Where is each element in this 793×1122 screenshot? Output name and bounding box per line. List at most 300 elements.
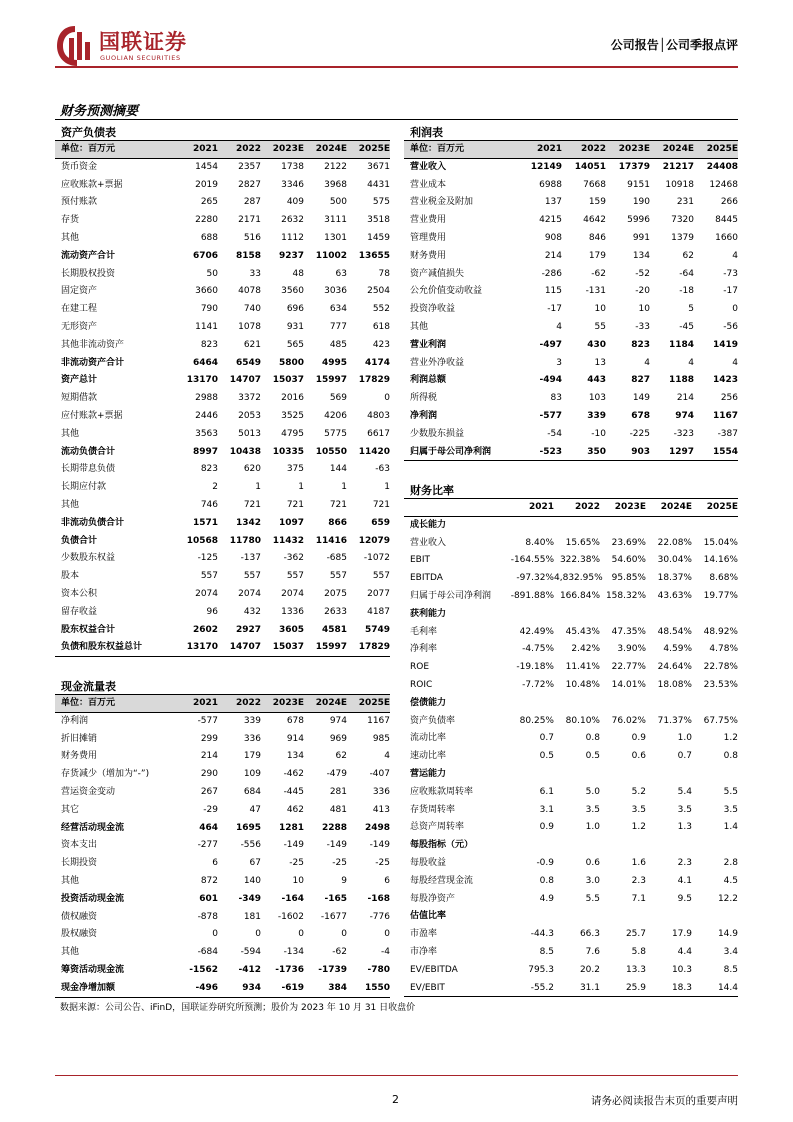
table-row: [55, 837, 390, 855]
table-row: [404, 570, 738, 588]
cell-value: 3660: [195, 286, 218, 297]
cell-value: 4795: [281, 428, 304, 439]
row-label: 其他: [61, 947, 80, 958]
table-row: [404, 212, 738, 230]
cell-value: 14.9: [717, 929, 738, 940]
cell-value: -4: [381, 947, 390, 958]
cell-value: -577: [539, 410, 562, 421]
cell-value: 684: [243, 786, 261, 797]
table-row: [55, 639, 390, 657]
cell-value: 0.8: [723, 751, 738, 762]
cell-value: 10: [594, 304, 606, 315]
cell-value: 974: [675, 410, 694, 421]
cell-value: 678: [286, 715, 304, 726]
cell-value: 96: [206, 606, 218, 617]
cell-value: 2504: [367, 286, 390, 297]
cell-value: 3968: [324, 179, 347, 190]
cell-value: 4206: [324, 410, 347, 421]
cell-value: 2633: [324, 606, 347, 617]
cell-value: 4: [732, 357, 738, 368]
table-row: [55, 372, 390, 390]
logo-cn-text: 国联证券: [99, 30, 187, 54]
cell-value: 25.7: [625, 929, 646, 940]
cell-value: -277: [197, 840, 218, 851]
table-row: [55, 444, 390, 462]
footer-disclaimer: 请务必阅读报告末页的重要声明: [591, 1095, 738, 1107]
cell-value: 721: [372, 499, 390, 510]
cell-value: 3525: [281, 410, 304, 421]
cell-value: -62: [591, 268, 606, 279]
table-row: [55, 319, 390, 337]
cell-value: -18: [679, 286, 694, 297]
cell-value: 846: [588, 232, 606, 243]
cell-value: 1.2: [631, 822, 646, 833]
cell-value: 974: [329, 715, 347, 726]
cell-value: 2023E: [272, 698, 304, 708]
cell-value: 688: [200, 232, 218, 243]
table-row: [404, 713, 738, 731]
row-label: 单位：百万元: [61, 698, 116, 708]
table-row: [55, 515, 390, 533]
row-label: 成长能力: [410, 519, 447, 530]
cell-value: 3.90%: [617, 644, 646, 655]
section-divider: [55, 119, 738, 120]
row-label: 货币资金: [61, 161, 98, 172]
row-label: 归属于母公司净利润: [410, 446, 492, 457]
cell-value: [646, 695, 692, 713]
row-label: 毛利率: [410, 626, 438, 637]
table-row: [404, 517, 738, 535]
row-label: 存货: [61, 215, 80, 226]
cell-value: 0.9: [631, 733, 646, 744]
cell-value: 557: [329, 571, 347, 582]
cell-value: 500: [329, 197, 347, 208]
cell-value: 137: [544, 197, 562, 208]
cell-value: [646, 517, 692, 535]
cell-value: 0.6: [631, 751, 646, 762]
logo-mark-icon: [55, 24, 95, 68]
table-row: [55, 731, 390, 749]
cell-value: 134: [632, 250, 650, 261]
cell-value: -387: [717, 428, 738, 439]
cell-value: 2077: [367, 588, 390, 599]
table-header-row: [55, 695, 390, 713]
row-label: 管理费用: [410, 232, 447, 243]
cell-value: 15037: [272, 375, 304, 386]
row-label: 长期应付款: [61, 482, 107, 493]
cell-value: 214: [200, 751, 218, 762]
table-row: [404, 337, 738, 355]
cell-value: 2357: [238, 161, 261, 172]
cell-value: 11.41%: [565, 662, 600, 673]
row-label: 营运资金变动: [61, 786, 116, 797]
cell-value: 14051: [574, 161, 606, 172]
cell-value: 78: [378, 268, 390, 279]
cell-value: -17: [723, 286, 738, 297]
cell-value: -25: [289, 858, 304, 869]
table-row: [404, 248, 738, 266]
cell-value: 3.4: [723, 946, 738, 957]
cell-value: -54: [547, 428, 562, 439]
row-label: 留存收益: [61, 606, 98, 617]
cell-value: 8.5: [539, 946, 554, 957]
row-label: 无形资产: [61, 321, 98, 332]
row-label: 营业税金及附加: [410, 197, 474, 208]
row-label: 每股收益: [410, 857, 447, 868]
cell-value: 4: [556, 321, 562, 332]
table-row: [55, 926, 390, 944]
cell-value: 0.8: [585, 733, 600, 744]
cell-value: 15037: [272, 642, 304, 653]
report-type: 公司报告│公司季报点评: [610, 38, 738, 52]
row-label: 营业成本: [410, 179, 447, 190]
table-row: [404, 677, 738, 695]
table-row: [55, 766, 390, 784]
cell-value: 1112: [281, 232, 304, 243]
row-label: 净利率: [410, 644, 438, 655]
table-row: [55, 479, 390, 497]
table-row: [55, 497, 390, 515]
cell-value: [554, 517, 600, 535]
cell-value: 7.6: [585, 946, 600, 957]
cell-value: 552: [372, 304, 390, 315]
cell-value: 2022: [235, 144, 261, 154]
row-label: 其他非流动资产: [61, 339, 125, 350]
row-label: 每股净资产: [410, 893, 456, 904]
cell-value: [554, 606, 600, 624]
cell-value: 181: [243, 911, 261, 922]
row-label: 投资净收益: [410, 304, 456, 315]
cell-value: -878: [197, 911, 218, 922]
cell-value: -685: [326, 553, 347, 564]
row-label: 现金净增加额: [61, 982, 116, 993]
cash-flow-table: [55, 678, 390, 998]
cell-value: 3.0: [585, 875, 600, 886]
cell-value: 4: [384, 751, 390, 762]
table-row: [404, 390, 738, 408]
row-label: EV/EBIT: [410, 982, 445, 993]
cell-value: 15.04%: [703, 537, 738, 548]
cell-value: 565: [286, 339, 304, 350]
cell-value: 3: [556, 357, 562, 368]
row-label: 资产总计: [61, 375, 98, 386]
row-label: 估值比率: [410, 911, 447, 922]
cell-value: 0: [384, 393, 390, 404]
cell-value: 2988: [195, 393, 218, 404]
cell-value: 1419: [712, 339, 738, 350]
company-logo: [55, 24, 215, 68]
cell-value: 3346: [281, 179, 304, 190]
cell-value: [600, 517, 646, 535]
cell-value: [692, 606, 738, 624]
cell-value: 4581: [321, 624, 347, 635]
row-label: 存货减少（增加为“-”): [61, 769, 150, 780]
cell-value: 1423: [712, 375, 738, 386]
cell-value: 11780: [229, 535, 261, 546]
cell-value: 557: [243, 571, 261, 582]
cell-value: 659: [371, 517, 390, 528]
cell-value: -225: [629, 428, 650, 439]
cell-value: 7.1: [631, 893, 646, 904]
table-row: [404, 908, 738, 926]
cell-value: 601: [199, 893, 218, 904]
cell-value: 5.0: [585, 786, 600, 797]
cell-value: 2.3: [677, 857, 692, 868]
cell-value: 384: [328, 982, 347, 993]
row-label: 营业外净收益: [410, 357, 465, 368]
cell-value: -134: [283, 947, 304, 958]
cell-value: 231: [676, 197, 694, 208]
cell-value: -45: [679, 321, 694, 332]
cell-value: 1: [341, 482, 347, 493]
cell-value: 339: [243, 715, 261, 726]
cell-value: -496: [195, 982, 218, 993]
cell-value: 8445: [715, 215, 738, 226]
table-row: [404, 624, 738, 642]
cell-value: 721: [329, 499, 347, 510]
cell-value: 4803: [367, 410, 390, 421]
cell-value: 10: [638, 304, 650, 315]
cell-value: 11416: [315, 535, 347, 546]
cell-value: -19.18%: [516, 662, 554, 673]
cell-value: 66.3: [579, 929, 600, 940]
cell-value: 2446: [195, 410, 218, 421]
table-row: [55, 212, 390, 230]
cell-value: 8.68%: [709, 573, 738, 584]
row-label: 应收账款+票据: [61, 179, 123, 190]
cell-value: 1.0: [677, 733, 692, 744]
cell-value: 413: [372, 804, 390, 815]
cell-value: 0.5: [585, 751, 600, 762]
table-row: [404, 355, 738, 373]
cell-value: 1342: [235, 517, 261, 528]
cell-value: 2019: [195, 179, 218, 190]
cell-value: 0.7: [539, 733, 554, 744]
cell-value: 10335: [272, 446, 304, 457]
cell-value: 0.9: [539, 822, 554, 833]
cell-value: -10: [591, 428, 606, 439]
cell-value: -149: [369, 840, 390, 851]
section-title: 财务预测摘要: [60, 104, 139, 119]
cell-value: 115: [544, 286, 562, 297]
cell-value: 866: [328, 517, 347, 528]
row-label: 其他: [61, 875, 80, 886]
cell-value: 6706: [192, 250, 218, 261]
cell-value: 1281: [278, 822, 304, 833]
cell-value: 3563: [195, 428, 218, 439]
cell-value: 6464: [192, 357, 218, 368]
cell-value: 7320: [671, 215, 694, 226]
cell-value: 2023E: [272, 144, 304, 154]
table-row: [55, 177, 390, 195]
cell-value: -556: [240, 840, 261, 851]
row-label: 在建工程: [61, 304, 98, 315]
table-row: [404, 426, 738, 444]
cell-value: 696: [286, 304, 304, 315]
cell-value: 2.8: [723, 857, 738, 868]
cell-value: -164.55%: [510, 555, 554, 566]
cell-value: 3372: [238, 393, 261, 404]
table-row: [55, 891, 390, 909]
cell-value: 678: [631, 410, 650, 421]
cell-value: 3560: [281, 286, 304, 297]
row-label: 单位：百万元: [410, 144, 465, 154]
cell-value: [692, 766, 738, 784]
cell-value: -1072: [363, 553, 390, 564]
row-label: 总资产周转率: [410, 822, 465, 833]
cell-value: 9.5: [677, 893, 692, 904]
cell-value: -407: [369, 769, 390, 780]
cell-value: -0.9: [536, 857, 554, 868]
table-row: [404, 552, 738, 570]
row-label: 市净率: [410, 946, 438, 957]
cell-value: 350: [587, 446, 606, 457]
cell-value: 557: [200, 571, 218, 582]
cell-value: -165: [324, 893, 347, 904]
cell-value: -25: [375, 858, 390, 869]
table-title: 现金流量表: [55, 678, 390, 695]
cell-value: -479: [326, 769, 347, 780]
cell-value: 2025E: [706, 144, 738, 154]
cell-value: -63: [375, 464, 390, 475]
table-header-row: [404, 499, 738, 517]
row-label: 股本: [61, 571, 80, 582]
cell-value: 17829: [358, 375, 390, 386]
cell-value: 5.5: [585, 893, 600, 904]
table-row: [55, 230, 390, 248]
cell-value: [646, 908, 692, 926]
row-label: 流动负债合计: [61, 446, 116, 457]
cell-value: 54.60%: [611, 555, 646, 566]
cell-value: 19.77%: [703, 590, 738, 601]
cell-value: 336: [243, 733, 261, 744]
cell-value: 5.8: [631, 946, 646, 957]
table-row: [55, 568, 390, 586]
cell-value: 4.4: [677, 946, 692, 957]
cell-value: -780: [367, 964, 390, 975]
cell-value: 1.2: [723, 733, 738, 744]
cell-value: -594: [240, 947, 261, 958]
cell-value: 47.35%: [611, 626, 646, 637]
cell-value: 4431: [367, 179, 390, 190]
cell-value: -1602: [277, 911, 304, 922]
cell-value: 5013: [238, 428, 261, 439]
cell-value: 1554: [712, 446, 738, 457]
cell-value: 33: [249, 268, 261, 279]
cell-value: -349: [238, 893, 261, 904]
cell-value: 2021: [192, 144, 218, 154]
cell-value: 109: [243, 769, 261, 780]
cell-value: 1379: [671, 232, 694, 243]
row-label: 所得税: [410, 393, 438, 404]
cell-value: 6988: [539, 179, 562, 190]
cell-value: 823: [200, 339, 218, 350]
table-row: [404, 819, 738, 837]
cell-value: 621: [243, 339, 261, 350]
cell-value: -577: [197, 715, 218, 726]
cell-value: 1167: [712, 410, 738, 421]
cell-value: 83: [550, 393, 562, 404]
cell-value: 265: [200, 197, 218, 208]
cell-value: 48.92%: [703, 626, 738, 637]
cell-value: 12149: [530, 161, 562, 172]
cell-value: -619: [281, 982, 304, 993]
cell-value: 634: [329, 304, 347, 315]
cell-value: 2.3: [631, 875, 646, 886]
cell-value: 0: [384, 929, 390, 940]
cell-value: 5775: [324, 428, 347, 439]
cell-value: 823: [631, 339, 650, 350]
cell-value: 144: [329, 464, 347, 475]
row-label: 偿债能力: [410, 697, 447, 708]
table-row: [55, 159, 390, 177]
cell-value: 409: [286, 197, 304, 208]
cell-value: 481: [329, 804, 347, 815]
cell-value: 15997: [315, 642, 347, 653]
cell-value: 336: [372, 786, 390, 797]
cell-value: 1.4: [723, 822, 738, 833]
cell-value: 1184: [668, 339, 694, 350]
cell-value: [600, 606, 646, 624]
row-label: 其他: [61, 428, 80, 439]
cell-value: 7668: [583, 179, 606, 190]
cell-value: 1: [384, 482, 390, 493]
cell-value: 746: [200, 499, 218, 510]
cell-value: 2023E: [614, 502, 646, 512]
cell-value: [554, 837, 600, 855]
row-label: 其它: [61, 804, 80, 815]
cell-value: 1459: [367, 232, 390, 243]
table-header-row: [404, 141, 738, 159]
cell-value: 827: [631, 375, 650, 386]
cell-value: 1141: [195, 321, 218, 332]
row-label: 资本支出: [61, 840, 98, 851]
cell-value: 322.38%: [559, 555, 600, 566]
cell-value: -684: [197, 947, 218, 958]
cell-value: [554, 695, 600, 713]
cell-value: 55: [594, 321, 606, 332]
cell-value: -776: [369, 911, 390, 922]
cell-value: -17: [547, 304, 562, 315]
cell-value: 3671: [367, 161, 390, 172]
cell-value: 214: [676, 393, 694, 404]
cell-value: 47: [249, 804, 261, 815]
row-label: 每股指标（元）: [410, 840, 474, 851]
table-row: [404, 194, 738, 212]
table-row: [55, 461, 390, 479]
cell-value: 80.10%: [565, 715, 600, 726]
cell-value: 2827: [238, 179, 261, 190]
cell-value: 2021: [192, 698, 218, 708]
cell-value: -1736: [275, 964, 304, 975]
cell-value: 179: [588, 250, 606, 261]
cell-value: 721: [243, 499, 261, 510]
cell-value: 14.01%: [611, 679, 646, 690]
cell-value: 4.78%: [709, 644, 738, 655]
table-row: [55, 873, 390, 891]
cell-value: -52: [635, 268, 650, 279]
cell-value: 48.54%: [657, 626, 692, 637]
cell-value: 3.1: [539, 804, 554, 815]
table-row: [404, 980, 738, 998]
cell-value: 4.59%: [663, 644, 692, 655]
cell-value: 485: [329, 339, 347, 350]
row-label: 公允价值变动收益: [410, 286, 483, 297]
cell-value: 11420: [358, 446, 390, 457]
row-label: 速动比率: [410, 751, 447, 762]
cell-value: 95.85%: [611, 573, 646, 584]
cell-value: 6617: [367, 428, 390, 439]
